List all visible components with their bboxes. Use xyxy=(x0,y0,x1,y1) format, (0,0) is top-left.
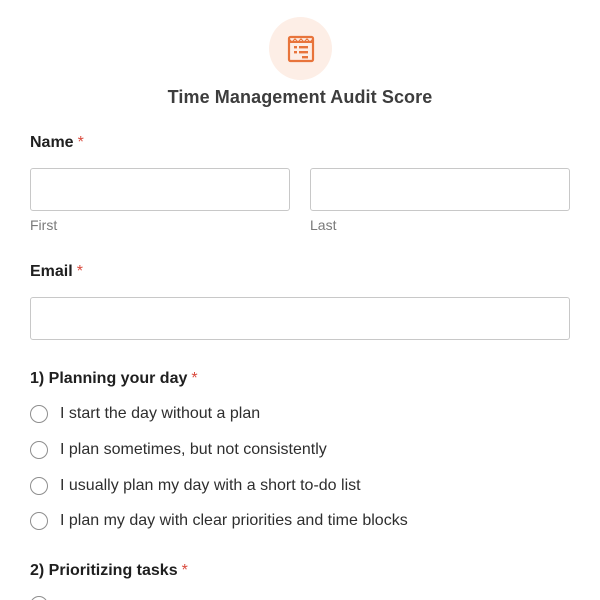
radio-button[interactable] xyxy=(30,512,48,530)
radio-option-label: I start the day without a plan xyxy=(60,405,261,422)
question-2-label: 2) Prioritizing tasks xyxy=(30,562,178,579)
question-1-label-row xyxy=(30,370,198,388)
first-name-sublabel: First xyxy=(30,217,58,233)
form-title: Time Management Audit Score xyxy=(167,87,433,107)
name-label-row xyxy=(30,134,84,152)
question-2-option-1[interactable] xyxy=(30,594,48,600)
question-1-option-1[interactable] xyxy=(30,403,260,425)
last-name-sublabel: Last xyxy=(310,217,337,233)
email-label: Email xyxy=(30,263,73,280)
radio-button[interactable] xyxy=(30,405,48,423)
radio-option-label: I usually plan my day with a short to-do list xyxy=(60,477,361,494)
required-asterisk: * xyxy=(77,134,84,151)
question-1-option-2[interactable] xyxy=(30,439,327,461)
question-2-label-row xyxy=(30,562,188,580)
radio-button[interactable] xyxy=(30,596,48,600)
email-label-row xyxy=(30,263,83,281)
form-list-icon xyxy=(286,34,316,64)
email-input[interactable] xyxy=(30,297,570,340)
last-name-input[interactable] xyxy=(310,168,570,211)
radio-button[interactable] xyxy=(30,441,48,459)
form-icon-badge xyxy=(269,17,332,80)
radio-button[interactable] xyxy=(30,477,48,495)
required-asterisk: * xyxy=(191,370,198,387)
radio-option-label: I plan sometimes, but not consistently xyxy=(60,441,327,458)
first-name-input[interactable] xyxy=(30,168,290,211)
question-1-label: 1) Planning your day xyxy=(30,370,188,387)
question-1-option-4[interactable] xyxy=(30,510,408,532)
required-asterisk: * xyxy=(181,562,188,579)
radio-option-label: I plan my day with clear priorities and time blocks xyxy=(60,512,408,529)
required-asterisk: * xyxy=(76,263,83,280)
name-label: Name xyxy=(30,134,74,151)
question-1-option-3[interactable] xyxy=(30,475,361,497)
